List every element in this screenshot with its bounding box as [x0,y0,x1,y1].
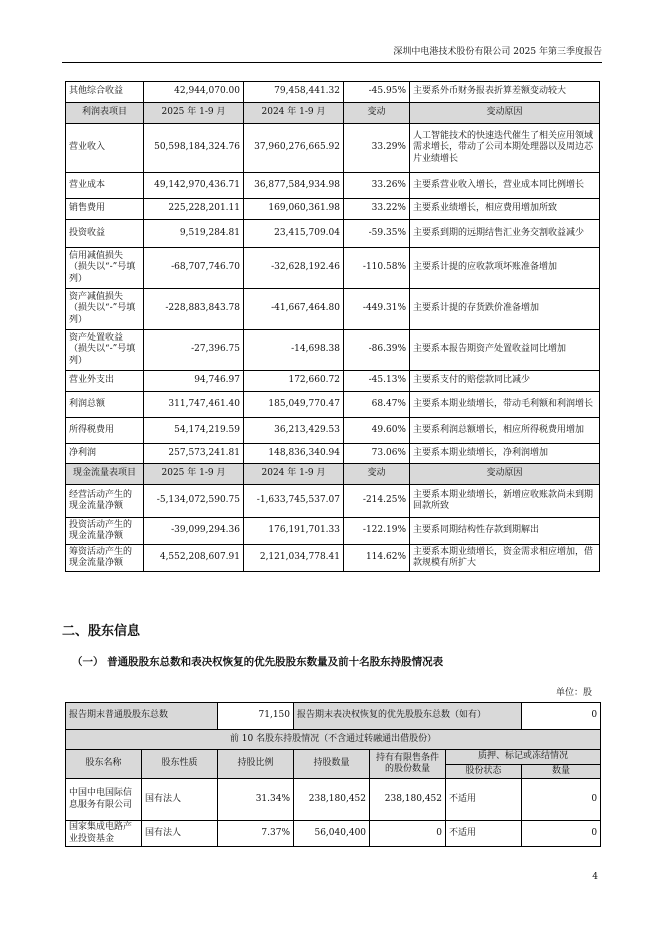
row-value-2024: 36,877,584,934.98 [244,173,344,199]
shareholder-name: 中国中电国际信息服务有限公司 [66,779,142,821]
col-header-qty: 持股数量 [294,750,370,779]
pref-shareholders-value: 0 [522,703,601,730]
row-item: 投资收益 [66,220,144,248]
row-value-2024: 36,213,429.53 [244,418,344,444]
row-reason: 主要系本期业绩增长，净利润增加 [410,444,600,464]
table-row [66,392,600,418]
total-shareholders-value: 71,150 [218,703,294,730]
pref-shareholders-label: 报告期末表决权恢复的优先股股东总数（如有） [294,703,522,730]
row-value-2025: -68,707,746.70 [144,248,244,289]
row-change: 33.26% [344,173,410,199]
row-value-2024: 148,836,340.94 [244,444,344,464]
row-change: -45.95% [344,82,410,103]
row-value-2024: -41,667,464.80 [244,289,344,330]
row-item: 资产减值损失（损失以“-”号填列） [66,289,144,330]
column-header: 2024 年 1-9 月 [244,103,344,124]
financial-changes-table [65,81,600,572]
row-value-2024: 2,121,034,778.41 [244,545,344,572]
col-header-restricted: 持有有限售条件的股份数量 [370,750,446,779]
row-reason: 主要系业绩增长，相应费用增加所致 [410,199,600,220]
row-value-2024: -14,698.38 [244,330,344,371]
row-change: 33.29% [344,124,410,173]
row-change: -110.58% [344,248,410,289]
row-item: 营业成本 [66,173,144,199]
column-header: 现金流量表项目 [66,464,144,485]
row-value-2024: 169,060,361.98 [244,199,344,220]
col-header-status: 股份状态 [446,764,522,779]
col-header-name: 股东名称 [66,750,142,779]
row-item: 销售费用 [66,199,144,220]
row-item: 营业收入 [66,124,144,173]
pledge-status: 不适用 [446,821,522,847]
table-row [66,82,600,103]
column-header: 变动 [344,464,410,485]
pledge-amount: 0 [522,779,601,821]
row-reason: 主要系本期业绩增长，资金需求相应增加，借款规模有所扩大 [410,545,600,572]
shareholder-ratio: 7.37% [218,821,294,847]
col-header-pledge: 质押、标记或冻结情况 [446,750,601,765]
table-row [66,330,600,371]
shareholder-restricted: 238,180,452 [370,779,446,821]
table-row [66,418,600,444]
row-item: 所得税费用 [66,418,144,444]
shareholder-nature: 国有法人 [142,821,218,847]
table-row [66,371,600,392]
table-row [66,199,600,220]
section-title: 二、股东信息 [62,624,141,639]
column-header: 2025 年 1-9 月 [144,103,244,124]
row-change: 33.22% [344,199,410,220]
table-row [66,545,600,572]
row-item: 信用减值损失（损失以“-”号填列） [66,248,144,289]
unit-label: 单位：股 [555,688,592,698]
column-header: 2025 年 1-9 月 [144,464,244,485]
row-item: 净利润 [66,444,144,464]
row-reason: 主要系同期结构性存款到期解出 [410,518,600,545]
row-value-2025: -228,883,843.78 [144,289,244,330]
row-reason: 主要系本期业绩增长，带动毛利额和利润增长 [410,392,600,418]
row-change: 68.47% [344,392,410,418]
row-reason: 主要系到期的远期结售汇业务交割收益减少 [410,220,600,248]
row-item: 投资活动产生的现金流量净额 [66,518,144,545]
row-value-2025: 49,142,970,436.71 [144,173,244,199]
row-item: 利润总额 [66,392,144,418]
shareholder-row [66,779,601,821]
row-reason: 主要系计提的应收款项坏账准备增加 [410,248,600,289]
column-header: 变动原因 [410,103,600,124]
shareholder-name: 国家集成电路产业投资基金 [66,821,142,847]
pledge-status: 不适用 [446,779,522,821]
table-row [66,289,600,330]
row-value-2024: 37,960,276,665.92 [244,124,344,173]
header-divider [62,62,602,63]
row-change: -214.25% [344,485,410,518]
row-value-2025: 9,519,284.81 [144,220,244,248]
row-change: -86.39% [344,330,410,371]
row-reason: 主要系利润总额增长，相应所得税费用增加 [410,418,600,444]
shareholder-table [65,702,601,847]
row-reason: 人工智能技术的快速迭代催生了相关应用领域需求增长，带动了公司本期处理器以及周边芯片业绩增长 [410,124,600,173]
row-change: 114.62% [344,545,410,572]
row-change: -122.19% [344,518,410,545]
column-header: 变动 [344,103,410,124]
table-row [66,124,600,173]
row-item: 经营活动产生的现金流量净额 [66,485,144,518]
row-value-2024: 176,191,701.33 [244,518,344,545]
row-value-2025: 94,746.97 [144,371,244,392]
table-row [66,248,600,289]
row-change: -449.31% [344,289,410,330]
row-change: -59.35% [344,220,410,248]
page-number: 4 [592,872,598,882]
row-item: 其他综合收益 [66,82,144,103]
row-value-2025: 311,747,461.40 [144,392,244,418]
shareholder-nature: 国有法人 [142,779,218,821]
row-value-2025: -5,134,072,590.75 [144,485,244,518]
row-value-2025: 42,944,070.00 [144,82,244,103]
row-value-2024: 79,458,441.32 [244,82,344,103]
table-row [66,485,600,518]
table-row [66,444,600,464]
table-header-row [66,464,600,485]
col-header-nature: 股东性质 [142,750,218,779]
shareholder-qty: 56,040,400 [294,821,370,847]
row-value-2024: 172,660.72 [244,371,344,392]
row-reason: 主要系支付的赔偿款同比减少 [410,371,600,392]
table-row [66,220,600,248]
row-item: 资产处置收益（损失以“-”号填列） [66,330,144,371]
row-change: -45.13% [344,371,410,392]
top10-caption: 前 10 名股东持股情况（不含通过转融通出借股份） [66,730,601,750]
shareholder-restricted: 0 [370,821,446,847]
row-value-2024: 185,049,770.47 [244,392,344,418]
row-value-2025: 225,228,201.11 [144,199,244,220]
total-shareholders-label: 报告期末普通股股东总数 [66,703,218,730]
row-value-2025: 257,573,241.81 [144,444,244,464]
row-reason: 主要系本期业绩增长，新增应收账款尚未到期回款所致 [410,485,600,518]
row-reason: 主要系计提的存货跌价准备增加 [410,289,600,330]
row-item: 筹资活动产生的现金流量净额 [66,545,144,572]
row-value-2025: 4,552,208,607.91 [144,545,244,572]
row-value-2024: -1,633,745,537.07 [244,485,344,518]
row-item: 营业外支出 [66,371,144,392]
column-header: 变动原因 [410,464,600,485]
row-value-2025: 54,174,219.59 [144,418,244,444]
table-row [66,518,600,545]
table-header-row [66,103,600,124]
col-header-ratio: 持股比例 [218,750,294,779]
row-change: 73.06% [344,444,410,464]
shareholder-ratio: 31.34% [218,779,294,821]
pledge-amount: 0 [522,821,601,847]
column-header: 利润表项目 [66,103,144,124]
row-reason: 主要系营业收入增长，营业成本同比例增长 [410,173,600,199]
row-value-2025: 50,598,184,324.76 [144,124,244,173]
col-header-amount: 数量 [522,764,601,779]
section-subtitle: （一） 普通股股东总数和表决权恢复的优先股股东数量及前十名股东持股情况表 [72,656,444,668]
row-change: 49.60% [344,418,410,444]
row-value-2024: -32,628,192.46 [244,248,344,289]
shareholder-qty: 238,180,452 [294,779,370,821]
row-value-2025: -39,099,294.36 [144,518,244,545]
column-header: 2024 年 1-9 月 [244,464,344,485]
table-row [66,173,600,199]
report-header-title: 深圳中电港技术股份有限公司 2025 年第三季度报告 [393,47,602,57]
row-value-2024: 23,415,709.04 [244,220,344,248]
row-reason: 主要系本报告期资产处置收益同比增加 [410,330,600,371]
shareholder-row [66,821,601,847]
row-reason: 主要系外币财务报表折算差额变动较大 [410,82,600,103]
row-value-2025: -27,396.75 [144,330,244,371]
